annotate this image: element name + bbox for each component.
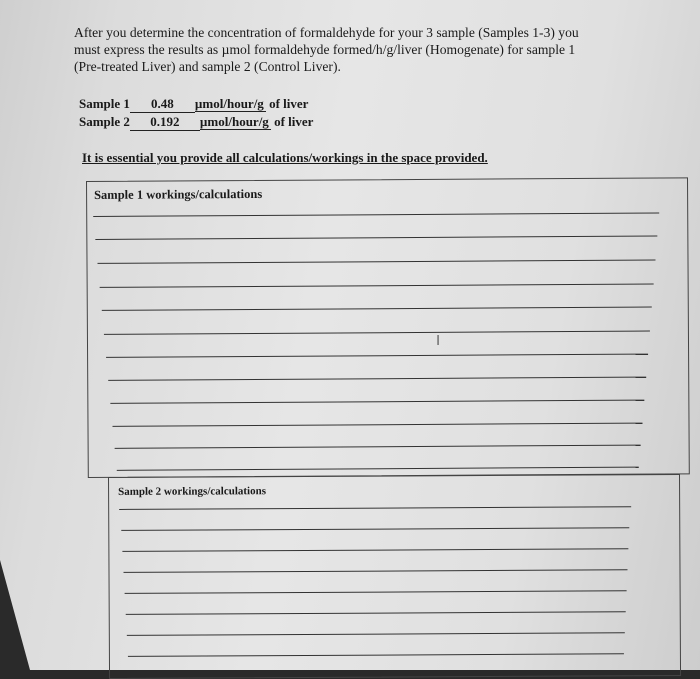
- writing-line: [98, 260, 656, 264]
- writing-line: [104, 331, 650, 335]
- sample-2-workings-box[interactable]: [108, 474, 681, 679]
- sample-1-label: Sample 1: [79, 96, 130, 111]
- sample-2-workings-title: Sample 2 workings/calculations: [118, 485, 267, 498]
- writing-line: [112, 423, 642, 427]
- writing-line: [100, 284, 654, 288]
- writing-line: [125, 590, 627, 594]
- sample-1-unit: µmol/hour/g: [194, 96, 264, 111]
- writing-line: [117, 467, 639, 471]
- sample-1-suffix: of liver: [265, 96, 309, 111]
- writing-line: [121, 527, 629, 531]
- sample-2-unit: µmol/hour/g: [199, 114, 269, 129]
- writing-line: [123, 569, 627, 573]
- sample-1-result: [79, 96, 308, 113]
- writing-line: [110, 400, 644, 404]
- writing-line: [102, 307, 652, 311]
- instruction-note: It is essential you provide all calculations/workings in the space provided.: [82, 150, 488, 165]
- writing-line: [119, 506, 631, 510]
- writing-line: [115, 445, 641, 449]
- intro-line-1: After you determine the concentration of formaldehyde for your 3 sample (Samples 1-3) you: [74, 25, 579, 40]
- writing-line: [122, 548, 628, 552]
- writing-line: [95, 236, 657, 240]
- writing-line: [128, 653, 624, 657]
- text-cursor-icon: Ⅰ: [436, 333, 441, 349]
- sample-2-result: [79, 114, 313, 131]
- writing-line: [108, 377, 646, 381]
- writing-line: [106, 354, 648, 358]
- intro-line-3: (Pre-treated Liver) and sample 2 (Control Liver).: [74, 59, 341, 74]
- writing-line: [127, 632, 625, 636]
- writing-line: [93, 212, 659, 216]
- sample-2-suffix: of liver: [270, 114, 314, 129]
- sample-2-label: Sample 2: [79, 114, 130, 129]
- sample-1-workings-box[interactable]: [86, 177, 690, 478]
- sample-1-value[interactable]: 0.48: [130, 96, 195, 113]
- sample-2-value[interactable]: 0.192: [130, 114, 200, 131]
- writing-line: [126, 611, 626, 615]
- sample-1-workings-title: Sample 1 workings/calculations: [94, 186, 263, 202]
- intro-line-2: must express the results as µmol formaldehyde formed/h/g/liver (Homogenate) for sample 1: [74, 42, 576, 57]
